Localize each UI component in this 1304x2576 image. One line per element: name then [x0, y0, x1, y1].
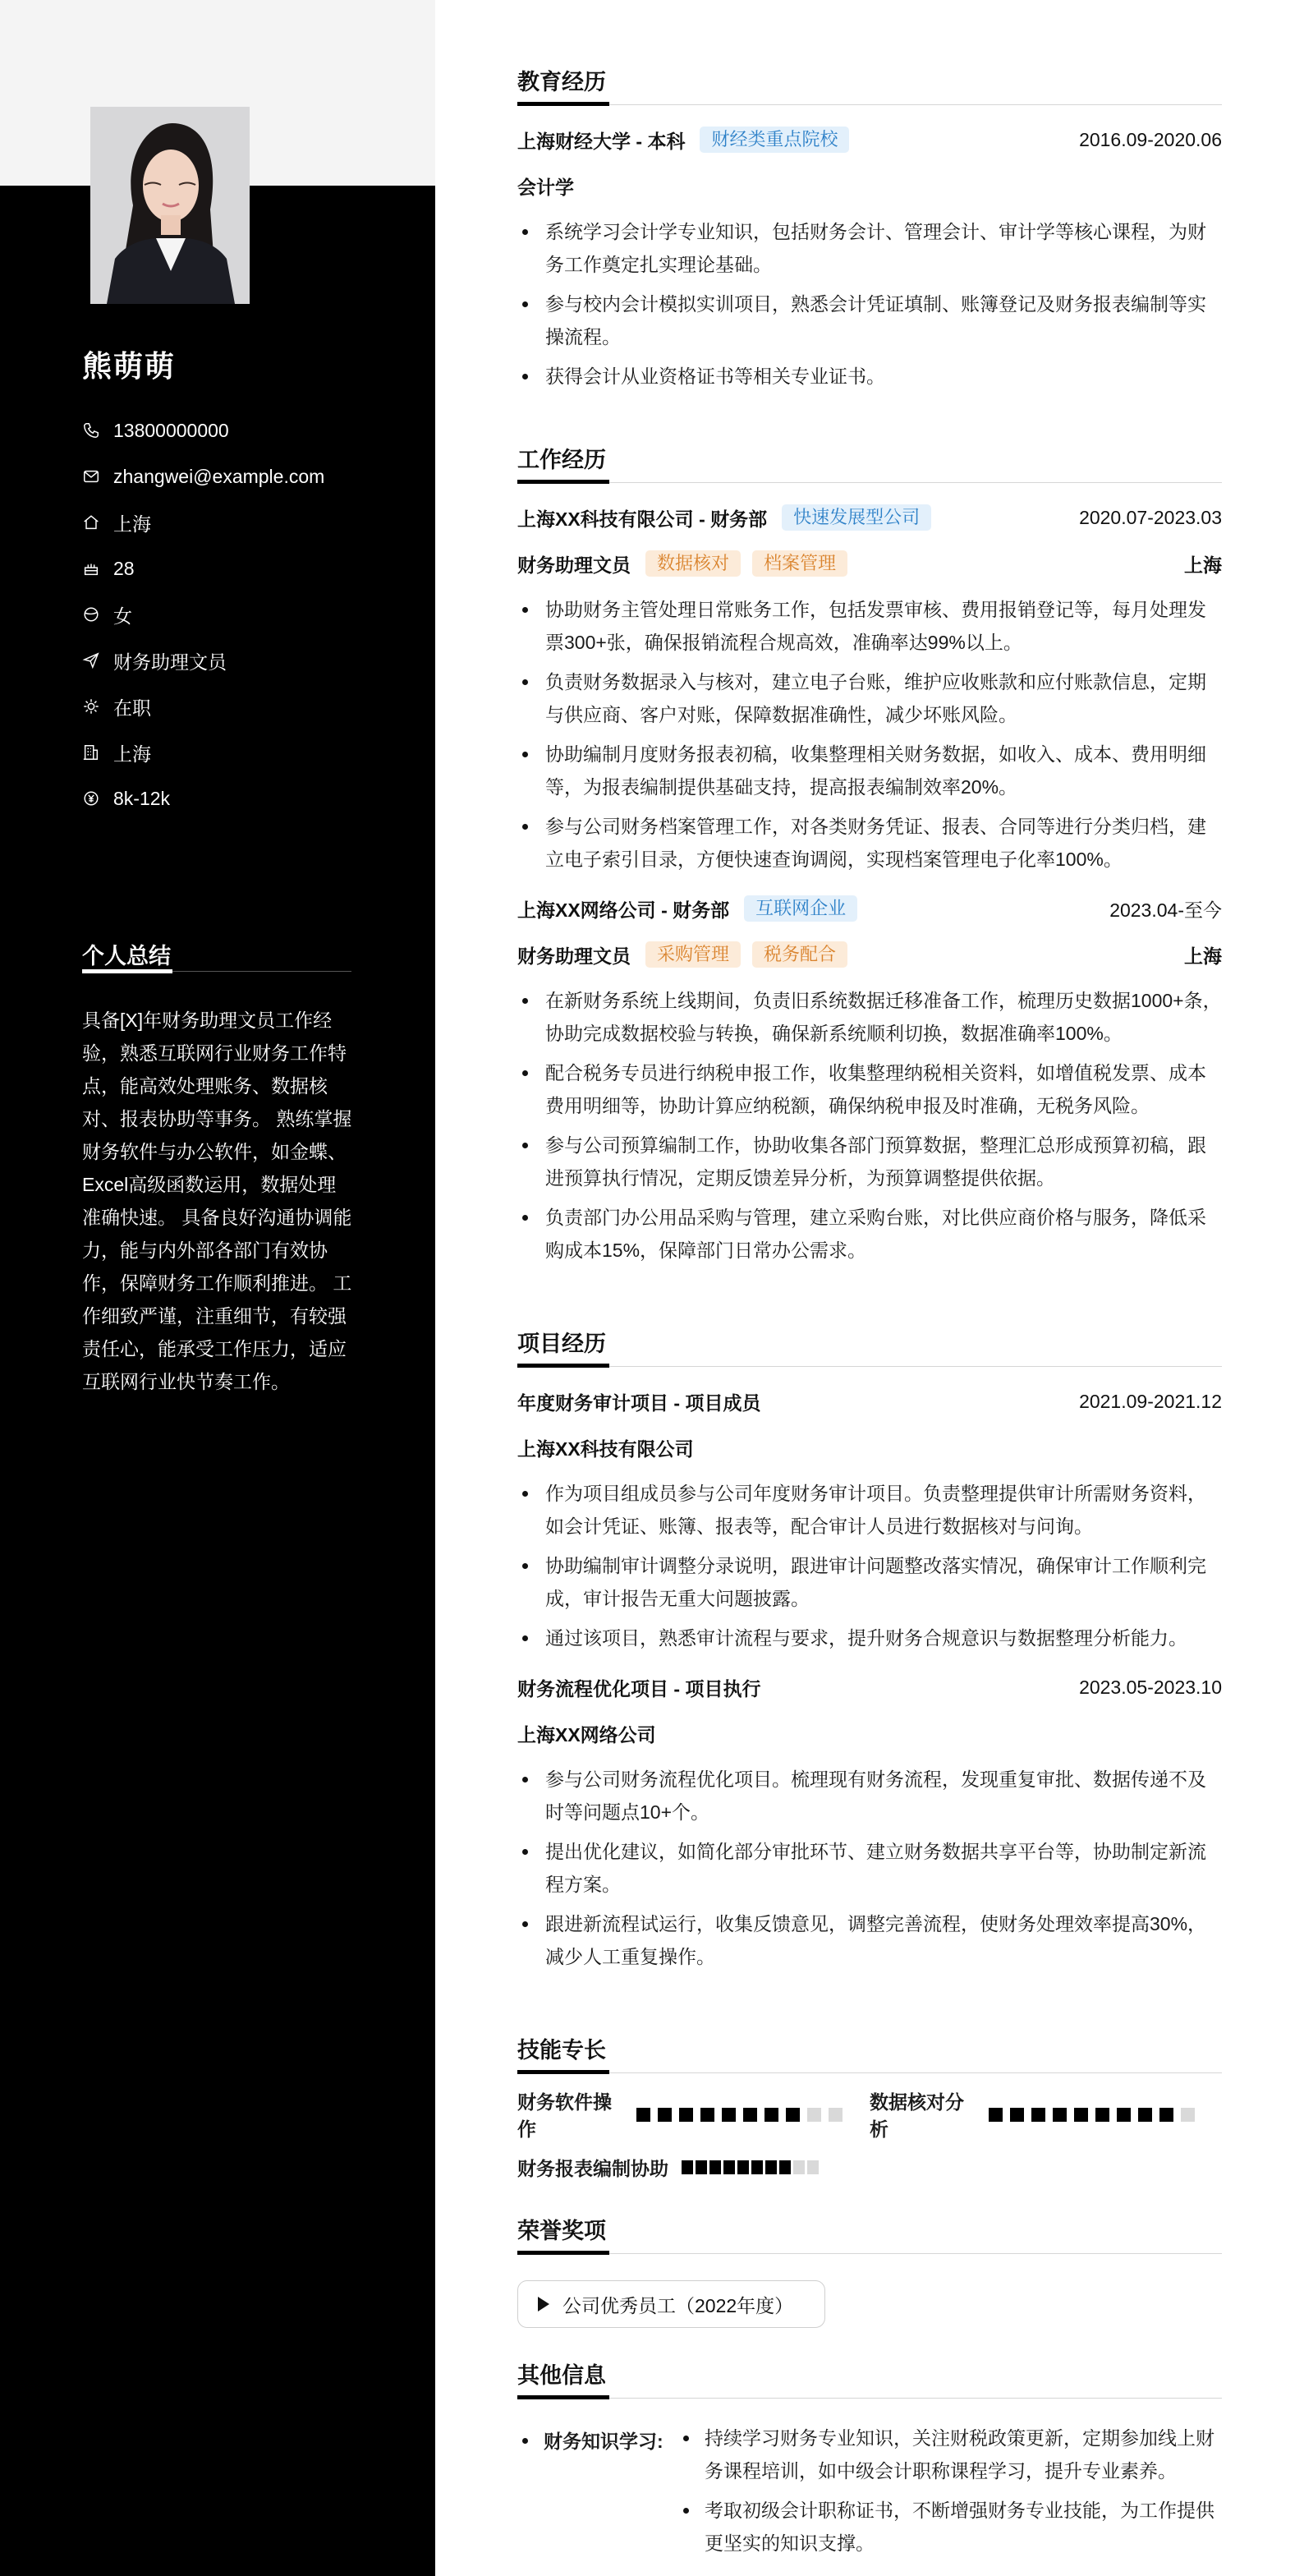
skill-level-bar [989, 2108, 1202, 2122]
info-gender: 女 [82, 591, 324, 637]
skill-name: 财务软件操作 [517, 2091, 612, 2140]
project-date: 2023.05-2023.10 [1079, 1676, 1222, 1698]
other-title: 其他信息 [517, 2363, 606, 2388]
project-date: 2021.09-2021.12 [1079, 1390, 1222, 1412]
skills-row [517, 2091, 1222, 2140]
info-salary: 8k-12k [82, 775, 324, 821]
project-org-row [517, 1717, 1222, 1750]
work-title: 工作经历 [517, 448, 606, 472]
list-item: 协助财务主管处理日常账务工作，包括发票审核、费用报销登记等，每月处理发票300+张，确保报销流程合规高效，准确率达99%以上。 [517, 593, 1222, 659]
skill-tag: 档案管理 [752, 550, 847, 577]
section-divider [517, 2070, 1222, 2075]
list-item: 系统学习会计学专业知识，包括财务会计、管理会计、审计学等核心课程，为财务工作奠定扎实理论基础。 [517, 215, 1222, 281]
status-icon [82, 697, 100, 715]
job-role: 财务助理文员 [517, 945, 631, 967]
education-bullets [517, 215, 1222, 393]
profile-photo [90, 107, 250, 304]
skill-tag: 数据核对 [645, 550, 741, 577]
job-company: 上海XX网络公司 - 财务部 [517, 899, 730, 921]
honor-item [517, 2280, 825, 2328]
building-icon [82, 743, 100, 761]
info-age: 28 [82, 545, 324, 591]
school-name: 上海财经大学 - 本科 [517, 130, 686, 152]
list-item: 参与公司财务流程优化项目。梳理现有财务流程，发现重复审批、数据传递不及时等问题点10+个。 [517, 1763, 1222, 1828]
list-item: 负责部门办公用品采购与管理，建立采购台账，对比供应商价格与服务，降低采购成本15%，保障部门日常办公需求。 [517, 1201, 1222, 1267]
school-tag: 财经类重点院校 [700, 126, 849, 153]
skills-section [517, 2036, 1222, 2183]
skill-level-bar [682, 2160, 821, 2174]
skill-square-filled [764, 2108, 778, 2122]
job-city: 上海 [1184, 945, 1222, 967]
skill-square-filled [779, 2160, 791, 2174]
job-date: 2023.04-至今 [1109, 899, 1222, 921]
skill-square-filled [658, 2108, 672, 2122]
list-item: 配合税务专员进行纳税申报工作，收集整理纳税相关资料，如增值税发票、成本费用明细等，协助计算应纳税额，确保纳税申报及时准确，无税务风险。 [517, 1056, 1222, 1122]
skills-title: 技能专长 [517, 2038, 606, 2063]
contact-info-list [82, 407, 324, 821]
list-item: 参与公司财务档案管理工作，对各类财务凭证、报表、合同等进行分类归档，建立电子索引目录，方便快速查询调阅，实现档案管理电子化率100%。 [517, 810, 1222, 876]
skill-name: 财务报表编制协助 [517, 2157, 668, 2179]
skill-square-filled [636, 2108, 650, 2122]
home-icon [82, 513, 100, 531]
projects-section [517, 1329, 1222, 1980]
skill-item [517, 2154, 821, 2181]
skill-square-filled [989, 2108, 1003, 2122]
info-location: 上海 [82, 499, 324, 545]
skill-square-filled [679, 2108, 693, 2122]
skill-square-filled [722, 2108, 736, 2122]
skill-square-filled [1074, 2108, 1088, 2122]
education-title: 教育经历 [517, 70, 606, 94]
honor-text: 公司优秀员工（2022年度） [562, 2294, 794, 2316]
list-item: 协助编制月度财务报表初稿，收集整理相关财务数据，如收入、成本、费用明细等，为报表编制提供基础支持，提高报表编制效率20%。 [517, 738, 1222, 803]
skill-square-filled [1010, 2108, 1024, 2122]
summary-text: 具备[X]年财务助理文员工作经验，熟悉互联网行业财务工作特点，能高效处理账务、数据核对、报表协助等事务。 熟练掌握财务软件与办公软件，如金蝶、Excel高级函数运用，数据处理准确快速。 具备良好沟通协调能力，能与内外部各部门有效协作，保障财务工作顺利推进。 工作细致严谨，注重细节，有较强责任心，能承受工作压力，适应互联网行业快节奏工作。 [82, 1010, 352, 1392]
skill-square-filled [737, 2160, 749, 2174]
age-icon [82, 559, 100, 577]
job-bullets [517, 984, 1222, 1267]
skill-square-filled [700, 2108, 714, 2122]
skill-square-empty [829, 2108, 843, 2122]
skill-name: 数据核对分析 [870, 2091, 964, 2140]
company-tag: 互联网企业 [744, 895, 857, 922]
honors-title: 荣誉奖项 [517, 2219, 606, 2243]
education-major-row [517, 169, 1222, 202]
list-item: 协助编制审计调整分录说明，跟进审计问题整改落实情况，确保审计工作顺利完成，审计报告无重大问题披露。 [517, 1549, 1222, 1615]
sidebar [0, 0, 435, 2576]
info-email: zhangwei@example.com [82, 453, 324, 499]
section-divider [517, 2251, 1222, 2256]
skill-square-filled [1138, 2108, 1152, 2122]
candidate-name: 熊萌萌 [82, 349, 177, 383]
job-role-row [517, 547, 1222, 580]
project-name: 财务流程优化项目 - 项目执行 [517, 1677, 761, 1700]
skill-level-bar [636, 2108, 850, 2122]
list-item: 持续学习财务专业知识，关注财税政策更新，定期参加线上财务课程培训，如中级会计职称课程学习，提升专业素养。 [680, 2422, 1222, 2487]
skill-item [517, 2087, 850, 2141]
project-header [517, 1671, 1222, 1704]
section-divider [517, 102, 1222, 107]
job-date: 2020.07-2023.03 [1079, 506, 1222, 528]
list-item: 作为项目组成员参与公司年度财务审计项目。负责整理提供审计所需财务资料，如会计凭证、账簿、报表等，配合审计人员进行数据核对与问询。 [517, 1477, 1222, 1543]
job-bullets [517, 593, 1222, 876]
list-item: 在新财务系统上线期间，负责旧系统数据迁移准备工作，梳理历史数据1000+条，协助完成数据校验与转换，确保新系统顺利切换，数据准确率100%。 [517, 984, 1222, 1050]
section-divider [517, 1364, 1222, 1368]
education-section [517, 67, 1222, 399]
skill-square-filled [723, 2160, 735, 2174]
send-icon [82, 651, 100, 669]
project-org-row [517, 1431, 1222, 1464]
project-header [517, 1385, 1222, 1418]
skill-tag: 采购管理 [645, 941, 741, 968]
honors-section [517, 2216, 1222, 2328]
section-divider [517, 480, 1222, 485]
gender-icon [82, 605, 100, 623]
list-item: 通过该项目，熟悉审计流程与要求，提升财务合规意识与数据整理分析能力。 [517, 1622, 1222, 1654]
list-item: 负责财务数据录入与核对，建立电子台账，维护应收账款和应付账款信息，定期与供应商、客户对账，保障数据准确性，减少坏账风险。 [517, 665, 1222, 731]
project-name: 年度财务审计项目 - 项目成员 [517, 1392, 761, 1414]
skill-square-empty [807, 2108, 821, 2122]
list-item: 考取初级会计职称证书，不断增强财务专业技能，为工作提供更坚实的知识支撑。 [680, 2494, 1222, 2560]
education-major: 会计学 [517, 176, 574, 198]
company-tag: 快速发展型公司 [782, 504, 931, 531]
job-city: 上海 [1184, 554, 1222, 576]
skill-square-filled [709, 2160, 721, 2174]
education-date: 2016.09-2020.06 [1079, 128, 1222, 150]
job-company: 上海XX科技有限公司 - 财务部 [517, 508, 768, 530]
list-item: 跟进新流程试运行，收集反馈意见，调整完善流程，使财务处理效率提高30%，减少人工重复操作。 [517, 1907, 1222, 1973]
salary-icon [82, 789, 100, 807]
play-icon [538, 2297, 549, 2312]
list-item: 提出优化建议，如简化部分审批环节、建立财务数据共享平台等，协助制定新流程方案。 [517, 1835, 1222, 1901]
skill-tag: 税务配合 [752, 941, 847, 968]
skill-square-filled [682, 2160, 693, 2174]
skill-square-filled [1159, 2108, 1173, 2122]
other-sub-bullets [680, 2422, 1222, 2566]
education-header [517, 123, 1222, 156]
skill-square-filled [696, 2160, 707, 2174]
skill-square-filled [786, 2108, 800, 2122]
summary-heading-bar [82, 969, 172, 973]
summary-heading: 个人总结 [82, 944, 171, 968]
info-workplace: 上海 [82, 729, 324, 775]
skill-square-filled [1095, 2108, 1109, 2122]
info-position: 财务助理文员 [82, 637, 324, 683]
skill-square-empty [793, 2160, 805, 2174]
list-item: 获得会计从业资格证书等相关专业证书。 [517, 360, 1222, 393]
list-item: 参与公司预算编制工作，协助收集各部门预算数据，整理汇总形成预算初稿，跟进预算执行情况，定期反馈差异分析，为预算调整提供依据。 [517, 1129, 1222, 1194]
skill-square-filled [1117, 2108, 1131, 2122]
job-header [517, 892, 1222, 925]
job-role: 财务助理文员 [517, 554, 631, 576]
skill-square-filled [1053, 2108, 1067, 2122]
other-section [517, 2361, 1222, 2554]
skill-square-empty [1181, 2108, 1195, 2122]
skill-square-filled [751, 2160, 763, 2174]
skill-item [870, 2087, 1202, 2141]
project-org: 上海XX科技有限公司 [517, 1438, 694, 1460]
list-item: 参与校内会计模拟实训项目，熟悉会计凭证填制、账簿登记及财务报表编制等实操流程。 [517, 288, 1222, 353]
project-bullets [517, 1477, 1222, 1654]
project-bullets [517, 1763, 1222, 1973]
skill-square-filled [743, 2108, 757, 2122]
skill-square-empty [807, 2160, 819, 2174]
skill-square-filled [1031, 2108, 1045, 2122]
phone-icon [82, 421, 100, 439]
section-divider [517, 2395, 1222, 2400]
other-label: 财务知识学习: [544, 2431, 663, 2452]
info-phone: 13800000000 [82, 407, 324, 453]
project-org: 上海XX网络公司 [517, 1723, 656, 1746]
job-role-row [517, 938, 1222, 971]
skills-row [517, 2150, 1222, 2183]
projects-title: 项目经历 [517, 1332, 606, 1356]
skill-square-filled [765, 2160, 777, 2174]
email-icon [82, 467, 100, 485]
info-status: 在职 [82, 683, 324, 729]
job-header [517, 501, 1222, 534]
work-section [517, 445, 1222, 1273]
bullet-dot [522, 2438, 528, 2444]
